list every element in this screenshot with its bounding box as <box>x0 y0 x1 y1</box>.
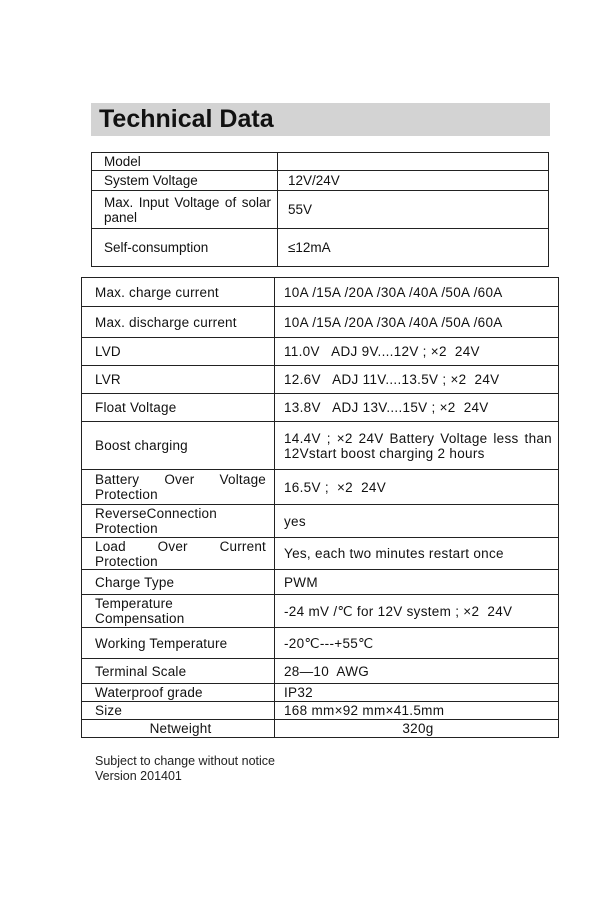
footnotes <box>95 754 275 784</box>
spec-label-working-temperature: Working Temperature <box>82 628 275 659</box>
spec-label-waterproof-grade: Waterproof grade <box>82 684 275 702</box>
spec-label-load-over-current: Load Over Current Protection <box>82 538 275 570</box>
spec-label-size: Size <box>82 702 275 720</box>
table-row <box>82 470 559 505</box>
spec-label-system-voltage: System Voltage <box>92 171 278 191</box>
spec-value-reverse-connection: yes <box>275 505 559 538</box>
spec-label-float-voltage: Float Voltage <box>82 394 275 422</box>
spec-value-max-input-voltage: 55V <box>278 191 549 229</box>
spec-value-max-discharge-current: 10A /15A /20A /30A /40A /50A /60A <box>275 307 559 338</box>
table-row <box>82 702 559 720</box>
spec-label-lvd: LVD <box>82 338 275 366</box>
spec-value-waterproof-grade: IP32 <box>275 684 559 702</box>
spec-label-terminal-scale: Terminal Scale <box>82 659 275 684</box>
spec-label-battery-over-voltage: Battery Over Voltage Protection <box>82 470 275 505</box>
performance-specs-table <box>81 277 559 738</box>
spec-value-boost-charging: 14.4V ; ×2 24V Battery Voltage less than 12Vstart boost charging 2 hours <box>275 422 559 470</box>
spec-value-temperature-compensation: -24 mV /℃ for 12V system ; ×2 24V <box>275 595 559 628</box>
basic-specs-table <box>91 152 549 267</box>
change-notice: Subject to change without notice <box>95 754 275 768</box>
table-row <box>82 366 559 394</box>
spec-label-model: Model <box>92 153 278 171</box>
spec-value-charge-type: PWM <box>275 570 559 595</box>
table-row <box>82 595 559 628</box>
table-row <box>82 338 559 366</box>
spec-value-size: 168 mm×92 mm×41.5mm <box>275 702 559 720</box>
spec-label-lvr: LVR <box>82 366 275 394</box>
spec-label-boost-charging: Boost charging <box>82 422 275 470</box>
spec-value-working-temperature: -20℃---+55℃ <box>275 628 559 659</box>
spec-value-model <box>278 153 549 171</box>
spec-value-terminal-scale: 28—10 AWG <box>275 659 559 684</box>
table-row <box>82 505 559 538</box>
table-row <box>82 394 559 422</box>
spec-label-charge-type: Charge Type <box>82 570 275 595</box>
spec-value-load-over-current: Yes, each two minutes restart once <box>275 538 559 570</box>
table-row <box>82 684 559 702</box>
table-row <box>82 570 559 595</box>
spec-value-battery-over-voltage: 16.5V ; ×2 24V <box>275 470 559 505</box>
spec-value-float-voltage: 13.8V ADJ 13V....15V ; ×2 24V <box>275 394 559 422</box>
page-title: Technical Data <box>91 103 550 136</box>
spec-value-lvd: 11.0V ADJ 9V....12V ; ×2 24V <box>275 338 559 366</box>
table-row <box>82 307 559 338</box>
spec-label-self-consumption: Self-consumption <box>92 229 278 267</box>
table-row <box>82 628 559 659</box>
spec-label-temperature-compensation: Temperature Compensation <box>82 595 275 628</box>
spec-label-max-discharge-current: Max. discharge current <box>82 307 275 338</box>
spec-label-netweight: Netweight <box>82 720 275 738</box>
spec-label-reverse-connection: ReverseConnection Protection <box>82 505 275 538</box>
table-row <box>82 278 559 307</box>
table-row <box>82 538 559 570</box>
spec-value-netweight: 320g <box>275 720 559 738</box>
spec-label-max-charge-current: Max. charge current <box>82 278 275 307</box>
table-row <box>92 229 549 267</box>
version-label: Version 201401 <box>95 769 182 783</box>
spec-label-max-input-voltage: Max. Input Voltage of solar panel <box>92 191 278 229</box>
spec-value-self-consumption: ≤12mA <box>278 229 549 267</box>
table-row <box>82 659 559 684</box>
table-row <box>82 720 559 738</box>
spec-value-max-charge-current: 10A /15A /20A /30A /40A /50A /60A <box>275 278 559 307</box>
table-row <box>92 171 549 191</box>
table-row <box>82 422 559 470</box>
spec-value-system-voltage: 12V/24V <box>278 171 549 191</box>
table-row <box>92 153 549 171</box>
table-row <box>92 191 549 229</box>
spec-value-lvr: 12.6V ADJ 11V....13.5V ; ×2 24V <box>275 366 559 394</box>
